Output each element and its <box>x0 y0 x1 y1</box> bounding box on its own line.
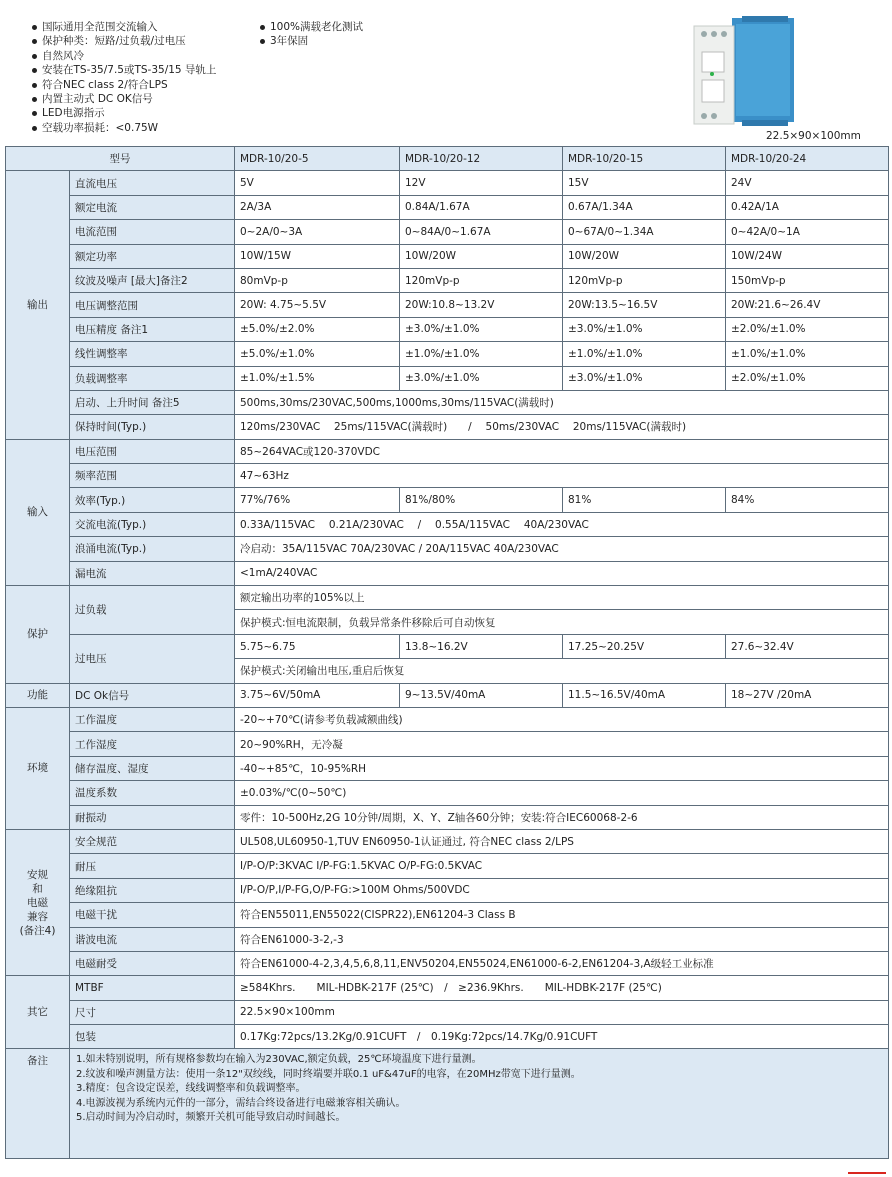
table-row <box>6 707 889 731</box>
row-label: 过电压 <box>70 634 235 683</box>
cell: ±3.0%/±1.0% <box>400 317 563 341</box>
cell: 17.25~20.25V <box>563 634 726 658</box>
section-label: 备注 <box>6 1049 70 1159</box>
row-label: 工作温度 <box>70 707 235 731</box>
table-row <box>6 439 889 463</box>
row-label: 耐压 <box>70 854 235 878</box>
cell: 0.33A/115VAC 0.21A/230VAC / 0.55A/115VAC 40A/230VAC <box>235 512 889 536</box>
model-name: MDR-10/20-24 <box>726 147 889 171</box>
row-label: 额定功率 <box>70 244 235 268</box>
table-row <box>6 586 889 610</box>
table-row <box>6 854 889 878</box>
row-label: 线性调整率 <box>70 342 235 366</box>
cell: 5.75~6.75 <box>235 634 400 658</box>
row-label: 直流电压 <box>70 171 235 195</box>
row-label: 储存温度、湿度 <box>70 756 235 780</box>
row-label: 尺寸 <box>70 1000 235 1024</box>
cell: 0.84A/1.67A <box>400 195 563 219</box>
row-label: 保持时间(Typ.) <box>70 415 235 439</box>
dimensions-caption: 22.5×90×100mm <box>766 130 861 142</box>
row-label: DC Ok信号 <box>70 683 235 707</box>
feature-item: LED电源指示 <box>30 106 216 120</box>
feature-list-left <box>30 20 216 135</box>
table-row <box>6 951 889 975</box>
table-row <box>6 829 889 853</box>
row-label: 绝缘阻抗 <box>70 878 235 902</box>
row-label: 工作湿度 <box>70 732 235 756</box>
cell: 0.17Kg:72pcs/13.2Kg/0.91CUFT / 0.19Kg:72pcs/14.7Kg/0.91CUFT <box>235 1025 889 1049</box>
table-row <box>6 732 889 756</box>
note-line: 5.启动时间为冷启动时，频繁开关机可能导致启动时间越长。 <box>76 1112 346 1124</box>
table-row <box>6 464 889 488</box>
notes-cell <box>70 1049 889 1159</box>
model-name: MDR-10/20-15 <box>563 147 726 171</box>
feature-item: 符合NEC class 2/符合LPS <box>30 78 216 92</box>
cell: 0~84A/0~1.67A <box>400 220 563 244</box>
table-row <box>6 927 889 951</box>
row-label: 谐波电流 <box>70 927 235 951</box>
section-label-line: 和 <box>32 882 43 895</box>
table-row <box>6 1025 889 1049</box>
cell: ±1.0%/±1.0% <box>726 342 889 366</box>
cell: 20W: 4.75~5.5V <box>235 293 400 317</box>
row-label: 包装 <box>70 1025 235 1049</box>
cell: ±2.0%/±1.0% <box>726 366 889 390</box>
cell: 24V <box>726 171 889 195</box>
section-label-line: 安规 <box>27 868 48 881</box>
cell: 120mVp-p <box>400 268 563 292</box>
cell: 2A/3A <box>235 195 400 219</box>
cell: 0~2A/0~3A <box>235 220 400 244</box>
feature-item: 保护种类：短路/过负载/过电压 <box>30 34 216 48</box>
row-label: 浪涌电流(Typ.) <box>70 537 235 561</box>
row-label: 过负载 <box>70 586 235 635</box>
table-row <box>6 1000 889 1024</box>
section-label <box>6 829 70 975</box>
table-row <box>6 415 889 439</box>
cell: 10W/15W <box>235 244 400 268</box>
cell: 额定输出功率的105%以上 <box>235 586 889 610</box>
table-row <box>6 634 889 658</box>
row-label: 电压调整范围 <box>70 293 235 317</box>
cell: 20W:13.5~16.5V <box>563 293 726 317</box>
cell: 0.67A/1.34A <box>563 195 726 219</box>
note-line: 1.如未特别说明，所有规格参数均在输入为230VAC,额定负载，25℃环境温度下进行量测。 <box>76 1054 482 1066</box>
cell: 500ms,30ms/230VAC,500ms,1000ms,30ms/115VAC(满载时) <box>235 390 889 414</box>
row-label: 启动、上升时间 备注5 <box>70 390 235 414</box>
cell: <1mA/240VAC <box>235 561 889 585</box>
cell: ±2.0%/±1.0% <box>726 317 889 341</box>
cell: 20~90%RH，无冷凝 <box>235 732 889 756</box>
cell: 9~13.5V/40mA <box>400 683 563 707</box>
product-image <box>690 14 800 132</box>
row-label: 电磁干扰 <box>70 903 235 927</box>
header-row <box>6 147 889 171</box>
section-label: 功能 <box>6 683 70 707</box>
cell: 20W:10.8~13.2V <box>400 293 563 317</box>
cell: 120mVp-p <box>563 268 726 292</box>
table-row <box>6 488 889 512</box>
cell: ±3.0%/±1.0% <box>400 366 563 390</box>
row-label: 频率范围 <box>70 464 235 488</box>
cell: 符合EN55011,EN55022(CISPR22),EN61204-3 Class B <box>235 903 889 927</box>
feature-item: 国际通用全范围交流输入 <box>30 20 216 34</box>
row-label: 漏电流 <box>70 561 235 585</box>
cell: ±1.0%/±1.0% <box>563 342 726 366</box>
table-row <box>6 512 889 536</box>
model-name: MDR-10/20-12 <box>400 147 563 171</box>
row-label: 温度系数 <box>70 781 235 805</box>
cell: 15V <box>563 171 726 195</box>
table-row <box>6 537 889 561</box>
cell: 10W/20W <box>563 244 726 268</box>
feature-item: 安装在TS-35/7.5或TS-35/15 导轨上 <box>30 63 216 77</box>
cell: 冷启动：35A/115VAC 70A/230VAC / 20A/115VAC 40A/230VAC <box>235 537 889 561</box>
cell: 77%/76% <box>235 488 400 512</box>
cell: ±5.0%/±1.0% <box>235 342 400 366</box>
cell: ±3.0%/±1.0% <box>563 317 726 341</box>
row-label: 负载调整率 <box>70 366 235 390</box>
row-label: 交流电流(Typ.) <box>70 512 235 536</box>
cell: 10W/20W <box>400 244 563 268</box>
cell: 18~27V /20mA <box>726 683 889 707</box>
accent-line <box>848 1172 886 1174</box>
cell: -40~+85℃，10-95%RH <box>235 756 889 780</box>
cell: I/P-O/P:3KVAC I/P-FG:1.5KVAC O/P-FG:0.5KVAC <box>235 854 889 878</box>
cell: 84% <box>726 488 889 512</box>
cell: 零件：10-500Hz,2G 10分钟/周期，X、Y、Z轴各60分钟；安装:符合IEC60068-2-6 <box>235 805 889 829</box>
table-row <box>6 195 889 219</box>
cell: ±0.03%/℃(0~50℃) <box>235 781 889 805</box>
cell: ±1.0%/±1.5% <box>235 366 400 390</box>
cell: 0~42A/0~1A <box>726 220 889 244</box>
cell: 150mVp-p <box>726 268 889 292</box>
table-row <box>6 293 889 317</box>
cell: 80mVp-p <box>235 268 400 292</box>
section-label-line: (备注4) <box>19 924 56 937</box>
header-label: 型号 <box>6 147 235 171</box>
cell: 保护模式:恒电流限制，负载异常条件移除后可自动恢复 <box>235 610 889 634</box>
table-row <box>6 683 889 707</box>
cell: -20~+70℃(请参考负载减额曲线) <box>235 707 889 731</box>
table-row <box>6 903 889 927</box>
note-line: 4.电源波视为系统内元件的一部分，需结合终设备进行电磁兼容相关确认。 <box>76 1097 406 1109</box>
section-label: 保护 <box>6 586 70 684</box>
feature-list-right <box>258 20 363 49</box>
feature-item: 内置主动式 DC OK信号 <box>30 92 216 106</box>
feature-item: 100%满载老化测试 <box>258 20 363 34</box>
row-label: 纹波及噪声 [最大]备注2 <box>70 268 235 292</box>
cell: 27.6~32.4V <box>726 634 889 658</box>
table-row <box>6 342 889 366</box>
cell: ±1.0%/±1.0% <box>400 342 563 366</box>
cell: 81% <box>563 488 726 512</box>
cell: 13.8~16.2V <box>400 634 563 658</box>
cell: 20W:21.6~26.4V <box>726 293 889 317</box>
section-label: 输出 <box>6 171 70 439</box>
cell: I/P-O/P,I/P-FG,O/P-FG:>100M Ohms/500VDC <box>235 878 889 902</box>
section-label: 环境 <box>6 707 70 829</box>
cell: 47~63Hz <box>235 464 889 488</box>
table-row <box>6 756 889 780</box>
cell: 保护模式:关闭输出电压,重启后恢复 <box>235 659 889 683</box>
table-row <box>6 976 889 1000</box>
cell: 120ms/230VAC 25ms/115VAC(满载时) / 50ms/230VAC 20ms/115VAC(满载时) <box>235 415 889 439</box>
table-row <box>6 317 889 341</box>
row-label: 电压范围 <box>70 439 235 463</box>
row-label: 效率(Typ.) <box>70 488 235 512</box>
section-label-line: 电磁 <box>27 896 48 909</box>
cell: 22.5×90×100mm <box>235 1000 889 1024</box>
cell: 符合EN61000-3-2,-3 <box>235 927 889 951</box>
row-label: 安全规范 <box>70 829 235 853</box>
cell: ≥584Khrs. MIL-HDBK-217F (25℃) / ≥236.9Khrs. MIL-HDBK-217F (25℃) <box>235 976 889 1000</box>
section-label: 输入 <box>6 439 70 585</box>
table-row <box>6 171 889 195</box>
cell: 0.42A/1A <box>726 195 889 219</box>
cell: 3.75~6V/50mA <box>235 683 400 707</box>
feature-item: 3年保固 <box>258 34 363 48</box>
table-row <box>6 561 889 585</box>
cell: UL508,UL60950-1,TUV EN60950-1认证通过, 符合NEC class 2/LPS <box>235 829 889 853</box>
model-name: MDR-10/20-5 <box>235 147 400 171</box>
cell: 0~67A/0~1.34A <box>563 220 726 244</box>
cell: 符合EN61000-4-2,3,4,5,6,8,11,ENV50204,EN55024,EN61000-6-2,EN61204-3,A级轻工业标准 <box>235 951 889 975</box>
table-row <box>6 878 889 902</box>
table-row <box>6 781 889 805</box>
spec-table <box>5 146 889 1159</box>
cell: ±3.0%/±1.0% <box>563 366 726 390</box>
row-label: 额定电流 <box>70 195 235 219</box>
note-line: 3.精度：包含设定误差，线线调整率和负载调整率。 <box>76 1083 306 1095</box>
note-line: 2.纹波和噪声测量方法：使用一条12"双绞线，同时终端要并联0.1 uF&47uF的电容，在20MHz带宽下进行量测。 <box>76 1068 581 1080</box>
section-label-line: 兼容 <box>27 910 48 923</box>
table-row <box>6 220 889 244</box>
cell: 81%/80% <box>400 488 563 512</box>
table-row <box>6 244 889 268</box>
table-row <box>6 390 889 414</box>
cell: ±5.0%/±2.0% <box>235 317 400 341</box>
cell: 11.5~16.5V/40mA <box>563 683 726 707</box>
table-row <box>6 268 889 292</box>
row-label: 耐振动 <box>70 805 235 829</box>
notes-row <box>6 1049 889 1159</box>
cell: 10W/24W <box>726 244 889 268</box>
row-label: 电压精度 备注1 <box>70 317 235 341</box>
cell: 5V <box>235 171 400 195</box>
cell: 85~264VAC或120-370VDC <box>235 439 889 463</box>
feature-item: 空载功率损耗：<0.75W <box>30 121 216 135</box>
row-label: 电流范围 <box>70 220 235 244</box>
section-label: 其它 <box>6 976 70 1049</box>
table-row <box>6 366 889 390</box>
row-label: 电磁耐受 <box>70 951 235 975</box>
feature-item: 自然风冷 <box>30 49 216 63</box>
row-label: MTBF <box>70 976 235 1000</box>
table-row <box>6 805 889 829</box>
cell: 12V <box>400 171 563 195</box>
